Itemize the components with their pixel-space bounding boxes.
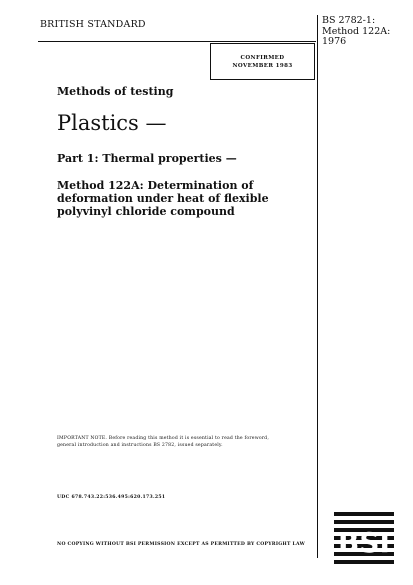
standard-label: BRITISH STANDARD bbox=[40, 19, 146, 30]
reference-line: BS 2782-1: bbox=[322, 15, 376, 26]
standard-reference bbox=[322, 16, 410, 48]
important-note bbox=[57, 435, 312, 449]
confirmed-stamp bbox=[210, 43, 315, 80]
vertical-divider bbox=[317, 15, 318, 558]
method-line: deformation under heat of flexible bbox=[57, 192, 269, 205]
header-rule bbox=[38, 41, 316, 42]
method-line: polyvinyl chloride compound bbox=[57, 205, 235, 218]
confirmed-line: CONFIRMED bbox=[240, 54, 285, 61]
reference-line: 1976 bbox=[322, 36, 347, 47]
bsi-logo bbox=[334, 512, 394, 564]
method-title bbox=[57, 179, 302, 218]
part-title: Part 1: Thermal properties — bbox=[57, 152, 237, 165]
note-line: IMPORTANT NOTE. Before reading this method it is essential to read the foreword, bbox=[57, 436, 269, 441]
confirmed-date: NOVEMBER 1983 bbox=[232, 62, 293, 69]
note-line: general introduction and instructions BS 2782, issued separately. bbox=[57, 443, 223, 448]
logo-text: BSI bbox=[338, 526, 390, 559]
main-title: Plastics — bbox=[57, 111, 167, 135]
copyright-notice: NO COPYING WITHOUT BSI PERMISSION EXCEPT AS PERMITTED BY COPYRIGHT LAW bbox=[57, 542, 305, 547]
udc-code: UDC 678.743.22:536.495:620.173.251 bbox=[57, 495, 166, 500]
reference-line: Method 122A: bbox=[322, 25, 391, 37]
method-line: Method 122A: Determination of bbox=[57, 179, 254, 192]
series-title: Methods of testing bbox=[57, 85, 174, 98]
